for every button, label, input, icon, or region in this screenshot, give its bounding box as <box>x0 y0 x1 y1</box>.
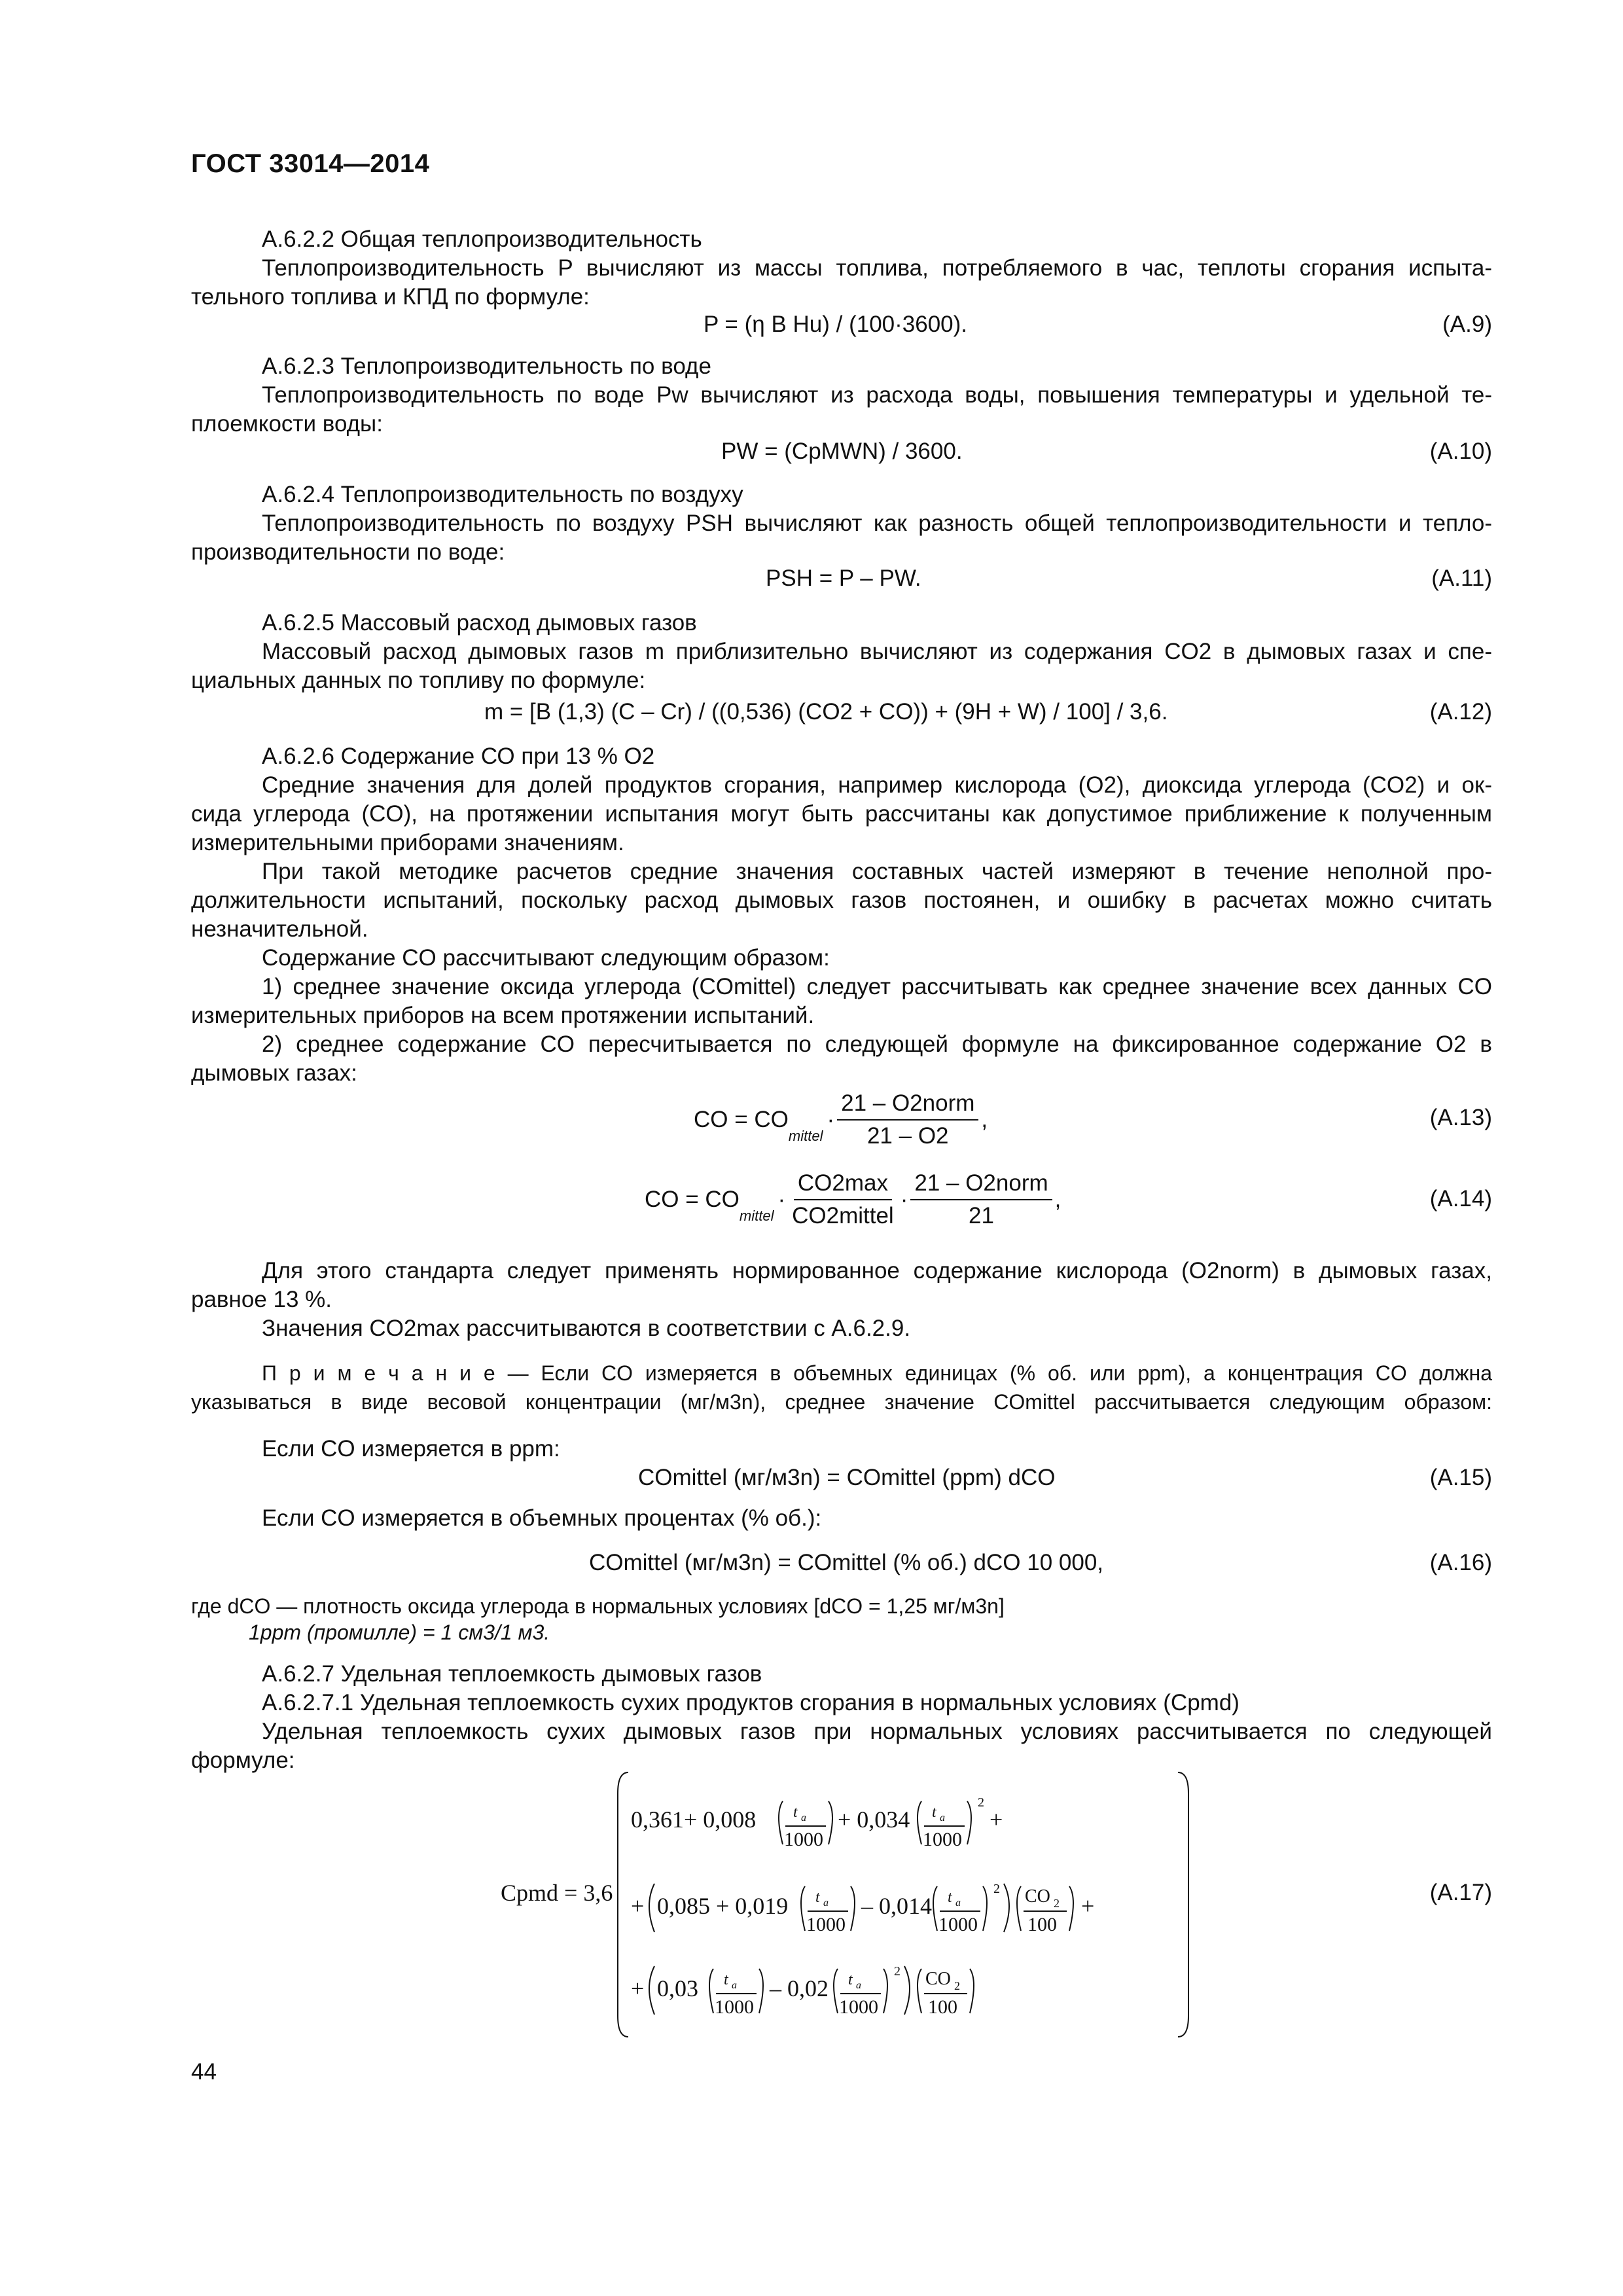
svg-text:1000: 1000 <box>806 1914 846 1935</box>
svg-text:100: 100 <box>1027 1914 1057 1935</box>
equation-number: (А.9) <box>1442 312 1492 337</box>
formula-a9: P = (η B Hu) / (100·3600). <box>704 312 968 337</box>
section-title-a624: А.6.2.4 Теплопроизводительность по воздуху <box>262 482 743 507</box>
svg-text:+: + <box>631 1975 645 2001</box>
svg-text:0,03: 0,03 <box>657 1975 698 2001</box>
svg-text:t: t <box>815 1889 820 1906</box>
svg-text:1000: 1000 <box>923 1829 962 1850</box>
section-title-a623: А.6.2.3 Теплопроизводительность по воде <box>262 353 711 379</box>
formula-a14-numerator-2: 21 – O2norm <box>910 1169 1052 1200</box>
section-title-a625: А.6.2.5 Массовый расход дымовых газов <box>262 610 697 636</box>
formula-a14-numerator-1: CO2max <box>794 1169 892 1200</box>
paragraph-line: При такой методике расчетов средние значения составных частей измеряют в течение неполной про- <box>262 859 1492 884</box>
svg-text:+: + <box>631 1893 645 1919</box>
paragraph-line: циальных данных по топливу по формуле: <box>191 668 646 693</box>
paragraph-line: формуле: <box>191 1748 295 1773</box>
formula-a10: PW = (CpMWN) / 3600. <box>721 439 963 464</box>
equation-number: (А.15) <box>1429 1465 1492 1490</box>
svg-text:1000: 1000 <box>784 1829 823 1850</box>
svg-text:t: t <box>848 1971 853 1988</box>
list-item-line: 2) среднее содержание CO пересчитывается по следующей формуле на фиксированное содержание O2 в <box>262 1031 1492 1057</box>
svg-text:+ 0,034: + 0,034 <box>838 1806 910 1833</box>
svg-text:2: 2 <box>978 1795 984 1810</box>
svg-text:2: 2 <box>1054 1897 1060 1910</box>
svg-text:a: a <box>823 1897 829 1909</box>
paragraph-line: Теплопроизводительность P вычисляют из массы топлива, потребляемого в час, теплоты сгорания испыта- <box>262 255 1492 281</box>
list-item-line: измерительных приборов на всем протяжении испытаний. <box>191 1003 815 1028</box>
list-item-line: дымовых газах: <box>191 1060 357 1086</box>
formula-a13-numerator: 21 – O2norm <box>837 1089 978 1121</box>
equation-number: (А.16) <box>1429 1550 1492 1575</box>
paragraph-line: Массовый расход дымовых газов m приблизительно вычисляют из содержания CO2 в дымовых газах и спе- <box>262 639 1492 664</box>
section-title-a6271: А.6.2.7.1 Удельная теплоемкость сухих продуктов сгорания в нормальных условиях (Cpmd) <box>262 1690 1240 1715</box>
equation-number: (А.17) <box>1429 1880 1492 1905</box>
formula-a17-lhs: Cpmd = 3,6 <box>501 1880 613 1906</box>
paragraph-line: Если CO измеряется в объемных процентах (% об.): <box>262 1505 822 1531</box>
paragraph-line: должительности испытаний, поскольку расход дымовых газов постоянен, и ошибку в расчетах можно считать <box>191 888 1492 913</box>
paragraph-line: Средние значения для долей продуктов сгорания, например кислорода (O2), диоксида углерода (CO2) и ок- <box>262 772 1492 798</box>
svg-text:2: 2 <box>954 1979 960 1992</box>
svg-text:2: 2 <box>993 1882 1000 1896</box>
svg-text:+: + <box>990 1806 1003 1833</box>
paragraph-line: Теплопроизводительность по воде Pw вычисляют из расхода воды, повышения температуры и удельной те- <box>262 382 1492 408</box>
paragraph-line: Для этого стандарта следует применять нормированное содержание кислорода (O2norm) в дымовых газах, <box>262 1258 1492 1283</box>
svg-text:t: t <box>948 1889 952 1906</box>
formula-a13-denominator: 21 – O2 <box>866 1123 949 1149</box>
paragraph-line: сида углерода (CO), на протяжении испытания могут быть рассчитаны как допустимое приближение к полученным <box>191 801 1492 827</box>
svg-text:1000: 1000 <box>715 1996 754 2018</box>
section-title-a626: А.6.2.6 Содержание СО при 13 % O2 <box>262 744 655 769</box>
equation-number: (А.10) <box>1429 439 1492 464</box>
note-line: указываться в виде весовой концентрации (мг/м3n), среднее значение COmittel рассчитывается следующим образом: <box>191 1390 1492 1414</box>
formula-a14: CO = CO mittel · $\frac{CO2\max}{\text{CO2mittel}}$ · $\frac{\text{21 – O2norm}}{21}$ , <box>645 1169 1061 1230</box>
svg-text:1000: 1000 <box>839 1996 878 2018</box>
svg-text:– 0,02: – 0,02 <box>770 1975 829 2001</box>
paragraph-line: незначительной. <box>191 916 368 942</box>
svg-text:100: 100 <box>928 1996 957 2018</box>
formula-a15: COmittel (мг/м3n) = COmittel (ppm) dCO <box>638 1465 1056 1490</box>
svg-text:0,361+ 0,008: 0,361+ 0,008 <box>631 1806 757 1833</box>
svg-text:2: 2 <box>894 1964 901 1979</box>
formula-a14-denominator-2: 21 <box>969 1203 994 1229</box>
svg-text:0,085 + 0,019: 0,085 + 0,019 <box>657 1893 789 1919</box>
equation-number: (А.13) <box>1429 1105 1492 1130</box>
formula-a16: COmittel (мг/м3n) = COmittel (% об.) dCO 10 000, <box>589 1550 1104 1575</box>
paragraph-line: тельного топлива и КПД по формуле: <box>191 284 590 310</box>
equation-number: (А.12) <box>1429 699 1492 725</box>
svg-text:a: a <box>801 1812 806 1823</box>
svg-text:t: t <box>793 1804 798 1821</box>
svg-text:CO: CO <box>1025 1886 1050 1907</box>
formula-a13: CO = CO mittel · $\frac{\text{21 – O2norm}}{21 - O2}$ , <box>694 1089 988 1151</box>
svg-text:– 0,014: – 0,014 <box>861 1893 932 1919</box>
paragraph-line: производительности по воде: <box>191 539 505 565</box>
equation-number: (А.14) <box>1429 1186 1492 1211</box>
svg-text:a: a <box>940 1812 945 1823</box>
paragraph-line: Содержание CO рассчитывают следующим образом: <box>262 945 830 971</box>
section-title-a622: А.6.2.2 Общая теплопроизводительность <box>262 226 702 252</box>
list-item-line: 1) среднее значение оксида углерода (COmittel) следует рассчитывать как среднее значение всех данных CO <box>262 974 1492 999</box>
paragraph-line: Значения CO2max рассчитываются в соответствии с А.6.2.9. <box>262 1316 911 1341</box>
formula-a12: m = [B (1,3) (C – Cr) / ((0,536) (CO2 + CO)) + (9H + W) / 100] / 3,6. <box>484 699 1168 725</box>
formula-a13-lhs: CO = CO <box>694 1107 789 1132</box>
svg-text:t: t <box>724 1971 728 1988</box>
svg-text:+: + <box>1081 1893 1095 1919</box>
page-number: 44 <box>191 2059 217 2085</box>
svg-text:a: a <box>856 1980 861 1991</box>
formula-a11: PSH = P – PW. <box>766 565 921 591</box>
svg-text:CO: CO <box>925 1969 951 1989</box>
paragraph-line: измерительными приборами значениям. <box>191 830 624 855</box>
svg-text:a: a <box>732 1980 737 1991</box>
formula-a17-body <box>615 1767 1191 2042</box>
paragraph-line: Теплопроизводительность по воздуху PSH вычисляют как разность общей теплопроизводительности и тепло- <box>262 511 1492 536</box>
formula-a14-lhs: CO = CO <box>645 1187 740 1212</box>
where-clause-line: где dCO — плотность оксида углерода в нормальных условиях [dCO = 1,25 мг/м3n] <box>191 1594 1005 1618</box>
where-clause-line: 1ppm (промилле) = 1 см3/1 м3. <box>249 1621 550 1644</box>
svg-text:a: a <box>955 1897 961 1909</box>
document-header: ГОСТ 33014—2014 <box>191 149 430 178</box>
formula-a14-denominator-1: CO2mittel <box>792 1203 894 1229</box>
note-line: П р и м е ч а н и е — Если CO измеряется в объемных единицах (% об. или ppm), а концентрация CO должна <box>262 1361 1492 1385</box>
paragraph-line: равное 13 %. <box>191 1287 332 1312</box>
paragraph-line: Если CO измеряется в ppm: <box>262 1436 560 1462</box>
svg-text:1000: 1000 <box>938 1914 978 1935</box>
paragraph-line: Удельная теплоемкость сухих дымовых газов при нормальных условиях рассчитывается по следующей <box>262 1719 1492 1744</box>
paragraph-line: плоемкости воды: <box>191 411 383 437</box>
equation-number: (А.11) <box>1431 565 1492 591</box>
section-title-a627: А.6.2.7 Удельная теплоемкость дымовых газов <box>262 1661 762 1687</box>
svg-text:t: t <box>932 1804 936 1821</box>
